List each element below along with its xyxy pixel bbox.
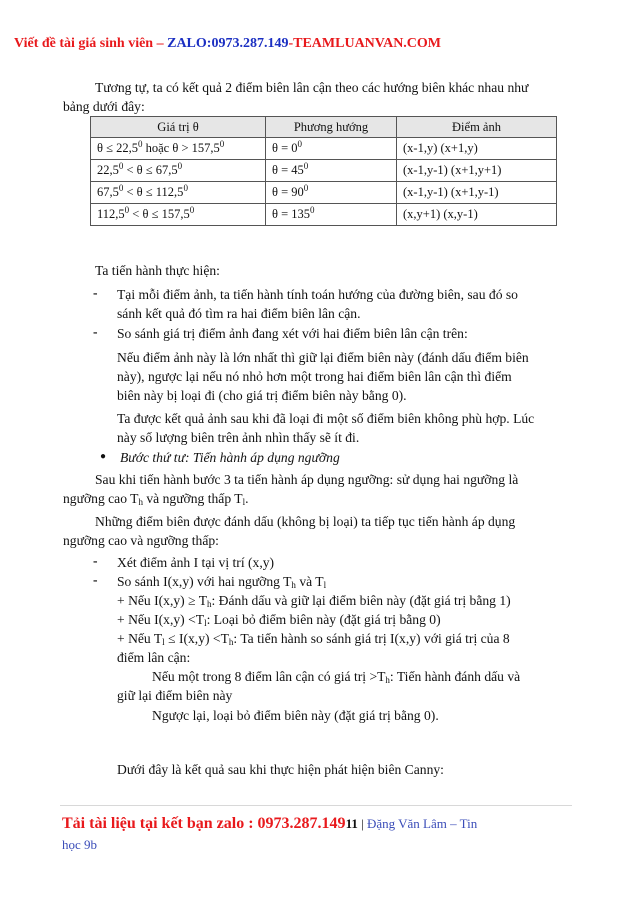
table-cell-direction: $\theta = 135^0$ bbox=[266, 204, 397, 226]
dash-marker: - bbox=[93, 572, 98, 587]
condition-1: + Nếu $I(x,y) \ge T_h$: Đánh dấu và giữ lại điểm biên này (đặt giá trị bằng 1) bbox=[117, 593, 511, 609]
table-cell-value: $\theta \le 22,5^0$ hoặc $\theta > 157,5^0$ bbox=[91, 138, 266, 160]
dash-marker: - bbox=[93, 553, 98, 568]
table-header-cell: Phương hướng bbox=[266, 117, 397, 138]
para2-line-1: Ta được kết quả ảnh sau khi đã loại đi một số điểm biên không phù hợp. Lúc bbox=[117, 411, 535, 426]
dash-marker: - bbox=[93, 285, 98, 300]
table-cell-direction: $\theta = 45^0$ bbox=[266, 160, 397, 182]
table-header-row bbox=[91, 117, 557, 138]
para3-line-1: Sau khi tiến hành bước 3 ta tiến hành áp dụng ngưỡng: sử dụng hai ngưỡng là bbox=[95, 472, 519, 487]
table-row bbox=[91, 138, 557, 160]
table-cell-pixels: (x-1,y-1) (x+1,y+1) bbox=[397, 160, 557, 182]
condition-5: Ngược lại, loại bỏ điểm biên này (đặt giá trị bằng 0). bbox=[152, 708, 439, 723]
footer-author-line-2: học 9b bbox=[62, 837, 98, 852]
condition-4: Nếu một trong 8 điểm lân cận có giá trị $>T_h$: Tiến hành đánh dấu và bbox=[152, 669, 521, 685]
table-cell-value: $112,5^0 < \theta \le 157,5^0$ bbox=[91, 204, 266, 226]
steps-intro: Ta tiến hành thực hiện: bbox=[95, 263, 220, 278]
footer-divider bbox=[60, 805, 572, 806]
table-cell-value: $67,5^0 < \theta \le 112,5^0$ bbox=[91, 182, 266, 204]
para1-line-3: biên này bị loại đi (cho giá trị điểm biên này bằng 0). bbox=[117, 388, 407, 403]
bullet-dot-icon: ● bbox=[100, 451, 107, 462]
step1-line-2: sánh kết quả đó tìm ra hai điểm biên lân cận. bbox=[117, 306, 361, 321]
para4-line-2: ngưỡng cao và ngưỡng thấp: bbox=[63, 533, 219, 548]
table-row bbox=[91, 204, 557, 226]
table-cell-pixels: (x-1,y-1) (x+1,y-1) bbox=[397, 182, 557, 204]
table-row bbox=[91, 182, 557, 204]
bullet-heading: Bước thứ tư: Tiến hành áp dụng ngưỡng bbox=[120, 450, 340, 465]
step3-line: Xét điểm ảnh I tại vị trí (x,y) bbox=[117, 555, 275, 570]
table-cell-pixels: (x,y+1) (x,y-1) bbox=[397, 204, 557, 226]
intro-line-1: Tương tự, ta có kết quả 2 điểm biên lân cận theo các hướng biên khác nhau như bbox=[95, 80, 529, 95]
table-cell-pixels: (x-1,y) (x+1,y) bbox=[397, 138, 557, 160]
table-row bbox=[91, 160, 557, 182]
table-cell-value: $22,5^0 < \theta \le 67,5^0$ bbox=[91, 160, 266, 182]
dash-marker: - bbox=[93, 324, 98, 339]
table-cell-direction: $\theta = 90^0$ bbox=[266, 182, 397, 204]
intro-line-2: bảng dưới đây: bbox=[63, 99, 145, 114]
step4-line: So sánh I(x,y) với hai ngưỡng $T_h$ và $T_l$ bbox=[117, 574, 327, 590]
footer-separator: | bbox=[357, 816, 367, 831]
header-title: Viết đề tài giá sinh viên – bbox=[14, 36, 168, 51]
step2-line: So sánh giá trị điểm ảnh đang xét với hai điểm biên lân cận trên: bbox=[117, 326, 468, 341]
footer-author: Đặng Văn Lâm – Tin bbox=[366, 816, 478, 831]
footer-zalo-text[interactable]: Tải tài liệu tại kết bạn zalo : 0973.287.149 bbox=[62, 815, 346, 832]
condition-4-line-2: giữ lại điểm biên này bbox=[117, 688, 233, 703]
direction-table bbox=[90, 116, 557, 226]
step1-line-1: Tại mỗi điểm ảnh, ta tiến hành tính toán hướng của đường biên, sau đó so bbox=[117, 287, 518, 302]
table-cell-direction: $\theta = 0^0$ bbox=[266, 138, 397, 160]
page-header bbox=[14, 36, 441, 52]
condition-3-line-2: điểm lân cận: bbox=[117, 650, 191, 665]
condition-3: + Nếu $T_l \le I(x,y) <T_h$: Ta tiến hành so sánh giá trị I(x,y) với giá trị của 8 bbox=[117, 631, 510, 647]
header-zalo-link[interactable]: ZALO:0973.287.149 bbox=[167, 36, 289, 51]
page-footer bbox=[62, 813, 582, 855]
header-site-link[interactable]: -TEAMLUANVAN.COM bbox=[288, 36, 442, 51]
para3-line-2: ngưỡng cao $T_h$ và ngưỡng thấp $T_l$. bbox=[63, 491, 249, 507]
para2-line-2: này số lượng biên trên ảnh nhìn thấy sẽ ít đi. bbox=[117, 430, 360, 445]
table-header-cell: Điểm ảnh bbox=[397, 117, 557, 138]
para4-line-1: Những điểm biên được đánh dấu (không bị loại) ta tiếp tục tiến hành áp dụng bbox=[95, 514, 516, 529]
table-header-cell: Giá trị θ bbox=[91, 117, 266, 138]
para1-line-1: Nếu điểm ảnh này là lớn nhất thì giữ lại điểm biên này (đánh dấu điểm biên bbox=[117, 350, 529, 365]
final-line: Dưới đây là kết quả sau khi thực hiện phát hiện biên Canny: bbox=[117, 762, 444, 777]
para1-line-2: này), ngược lại nếu nó nhỏ hơn một trong hai điểm biên lân cận thì điểm bbox=[117, 369, 512, 384]
page-number: 11 bbox=[345, 816, 358, 831]
condition-2: + Nếu $I(x,y) <T_l$: Loại bỏ điểm biên này (đặt giá trị bằng 0) bbox=[117, 612, 441, 628]
